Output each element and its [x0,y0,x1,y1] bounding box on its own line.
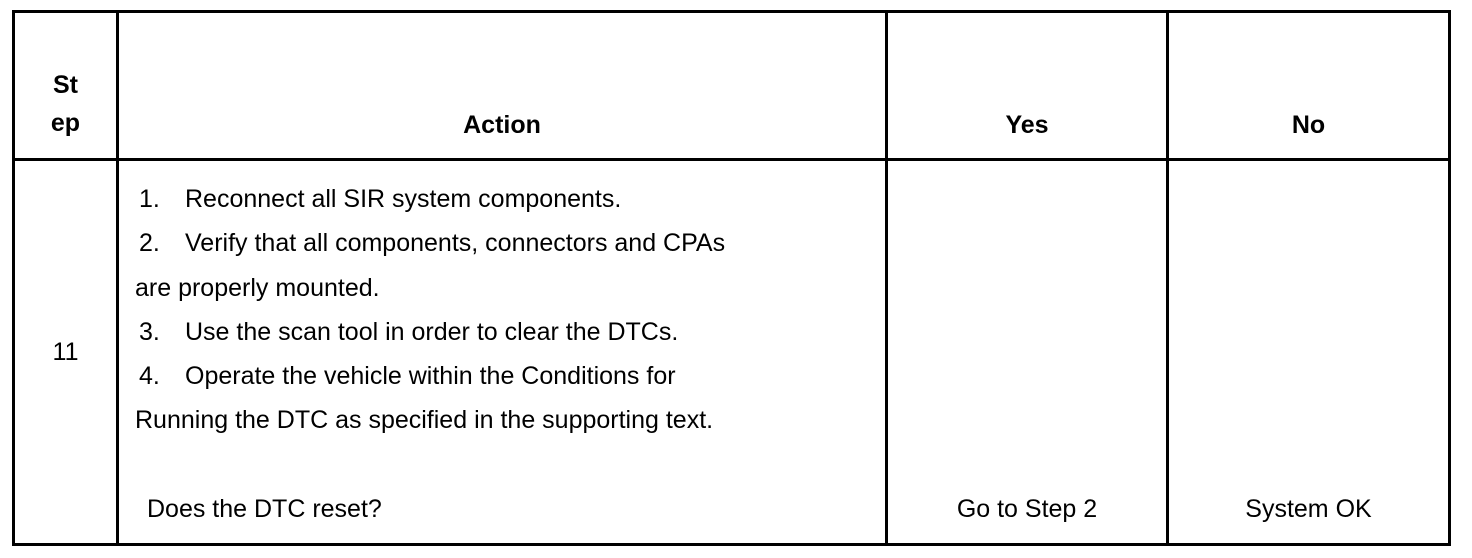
action-line-number: 2. [139,229,160,258]
yes-header: Yes [887,12,1168,160]
action-line [135,270,875,314]
step-header-line2: ep [50,109,81,137]
action-line-text: Operate the vehicle within the Conditions for [185,362,676,391]
no-header: No [1168,12,1450,160]
yes-result: Go to Step 2 [887,160,1168,545]
question-text: Does the DTC reset? [147,495,382,523]
action-line [135,225,875,269]
action-list [135,181,875,447]
action-line-text: are properly mounted. [135,273,380,302]
diagnostic-table [12,10,1451,546]
action-line-text: Reconnect all SIR system components. [185,185,622,213]
header-row [14,12,1450,160]
step-header-line1: St [53,71,78,99]
action-line [135,402,875,446]
step-header [14,12,118,160]
action-line-text: Running the DTC as specified in the supporting text. [135,406,714,435]
action-header: Action [118,12,887,160]
action-line-number: 4. [139,362,160,391]
action-line-number: 1. [139,185,160,213]
action-line [135,314,875,358]
action-cell [118,160,887,545]
action-line [135,358,875,402]
action-line-text: Verify that all components, connectors and CPAs [185,229,726,258]
table-row [14,160,1450,545]
step-number: 11 [14,160,118,545]
no-result: System OK [1168,160,1450,545]
action-line [135,181,875,225]
action-line-text: Use the scan tool in order to clear the DTCs. [185,317,679,346]
action-line-number: 3. [139,317,160,346]
